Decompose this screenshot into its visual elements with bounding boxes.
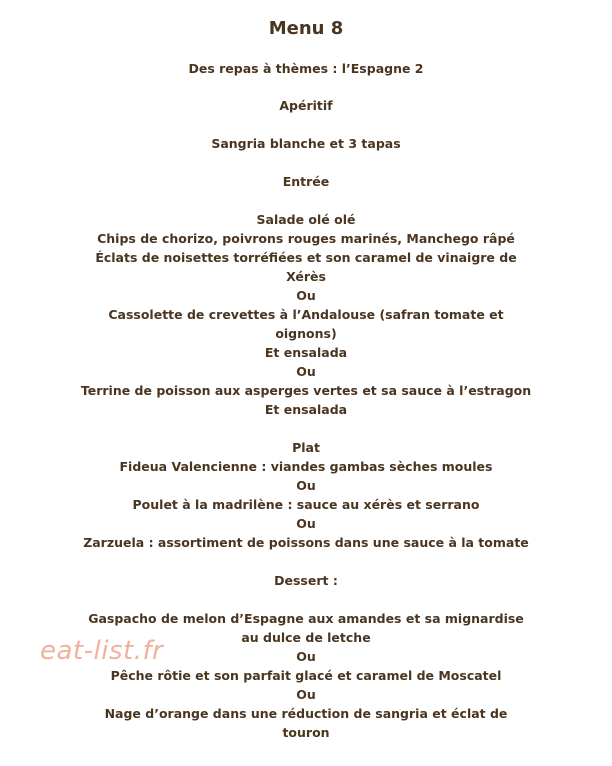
menu-title: Menu 8	[268, 18, 344, 39]
entree-line: Ou	[296, 364, 316, 379]
plat-heading: Plat	[292, 440, 320, 455]
entree-line: Éclats de noisettes torréfiées et son caramel de vinaigre de	[95, 250, 517, 265]
dessert-line: Pêche rôtie et son parfait glacé et caramel de Moscatel	[110, 668, 502, 683]
menu-subtitle: Des repas à thèmes : l’Espagne 2	[188, 61, 424, 76]
plat-line: Fideua Valencienne : viandes gambas sèches moules	[119, 459, 493, 474]
entree-line: Xérès	[286, 269, 326, 284]
dessert-line: au dulce de letche	[241, 630, 371, 645]
dessert-line: touron	[282, 725, 330, 740]
entree-heading: Entrée	[282, 174, 330, 189]
plat-line: Zarzuela : assortiment de poissons dans une sauce à la tomate	[83, 535, 529, 550]
entree-line: Cassolette de crevettes à l’Andalouse (safran tomate et	[108, 307, 504, 322]
plat-line: Ou	[296, 478, 316, 493]
dessert-line: Ou	[296, 649, 316, 664]
entree-line: Terrine de poisson aux asperges vertes et sa sauce à l’estragon	[80, 383, 532, 398]
dessert-line: Nage d’orange dans une réduction de sangria et éclat de	[104, 706, 508, 721]
aperitif-item: Sangria blanche et 3 tapas	[211, 136, 401, 151]
entree-line: Ou	[296, 288, 316, 303]
entree-line: oignons)	[275, 326, 337, 341]
plat-line: Poulet à la madrilène : sauce au xérès et serrano	[132, 497, 480, 512]
dessert-line: Ou	[296, 687, 316, 702]
aperitif-heading: Apéritif	[279, 98, 333, 113]
dessert-heading: Dessert :	[274, 573, 338, 588]
watermark: eat-list.fr	[40, 636, 164, 666]
entree-line: Et ensalada	[264, 345, 348, 360]
dessert-line: Gaspacho de melon d’Espagne aux amandes et sa mignardise	[88, 611, 524, 626]
entree-line: Chips de chorizo, poivrons rouges marinés, Manchego râpé	[97, 231, 515, 246]
entree-line: Salade olé olé	[256, 212, 356, 227]
plat-line: Ou	[296, 516, 316, 531]
entree-line: Et ensalada	[264, 402, 348, 417]
